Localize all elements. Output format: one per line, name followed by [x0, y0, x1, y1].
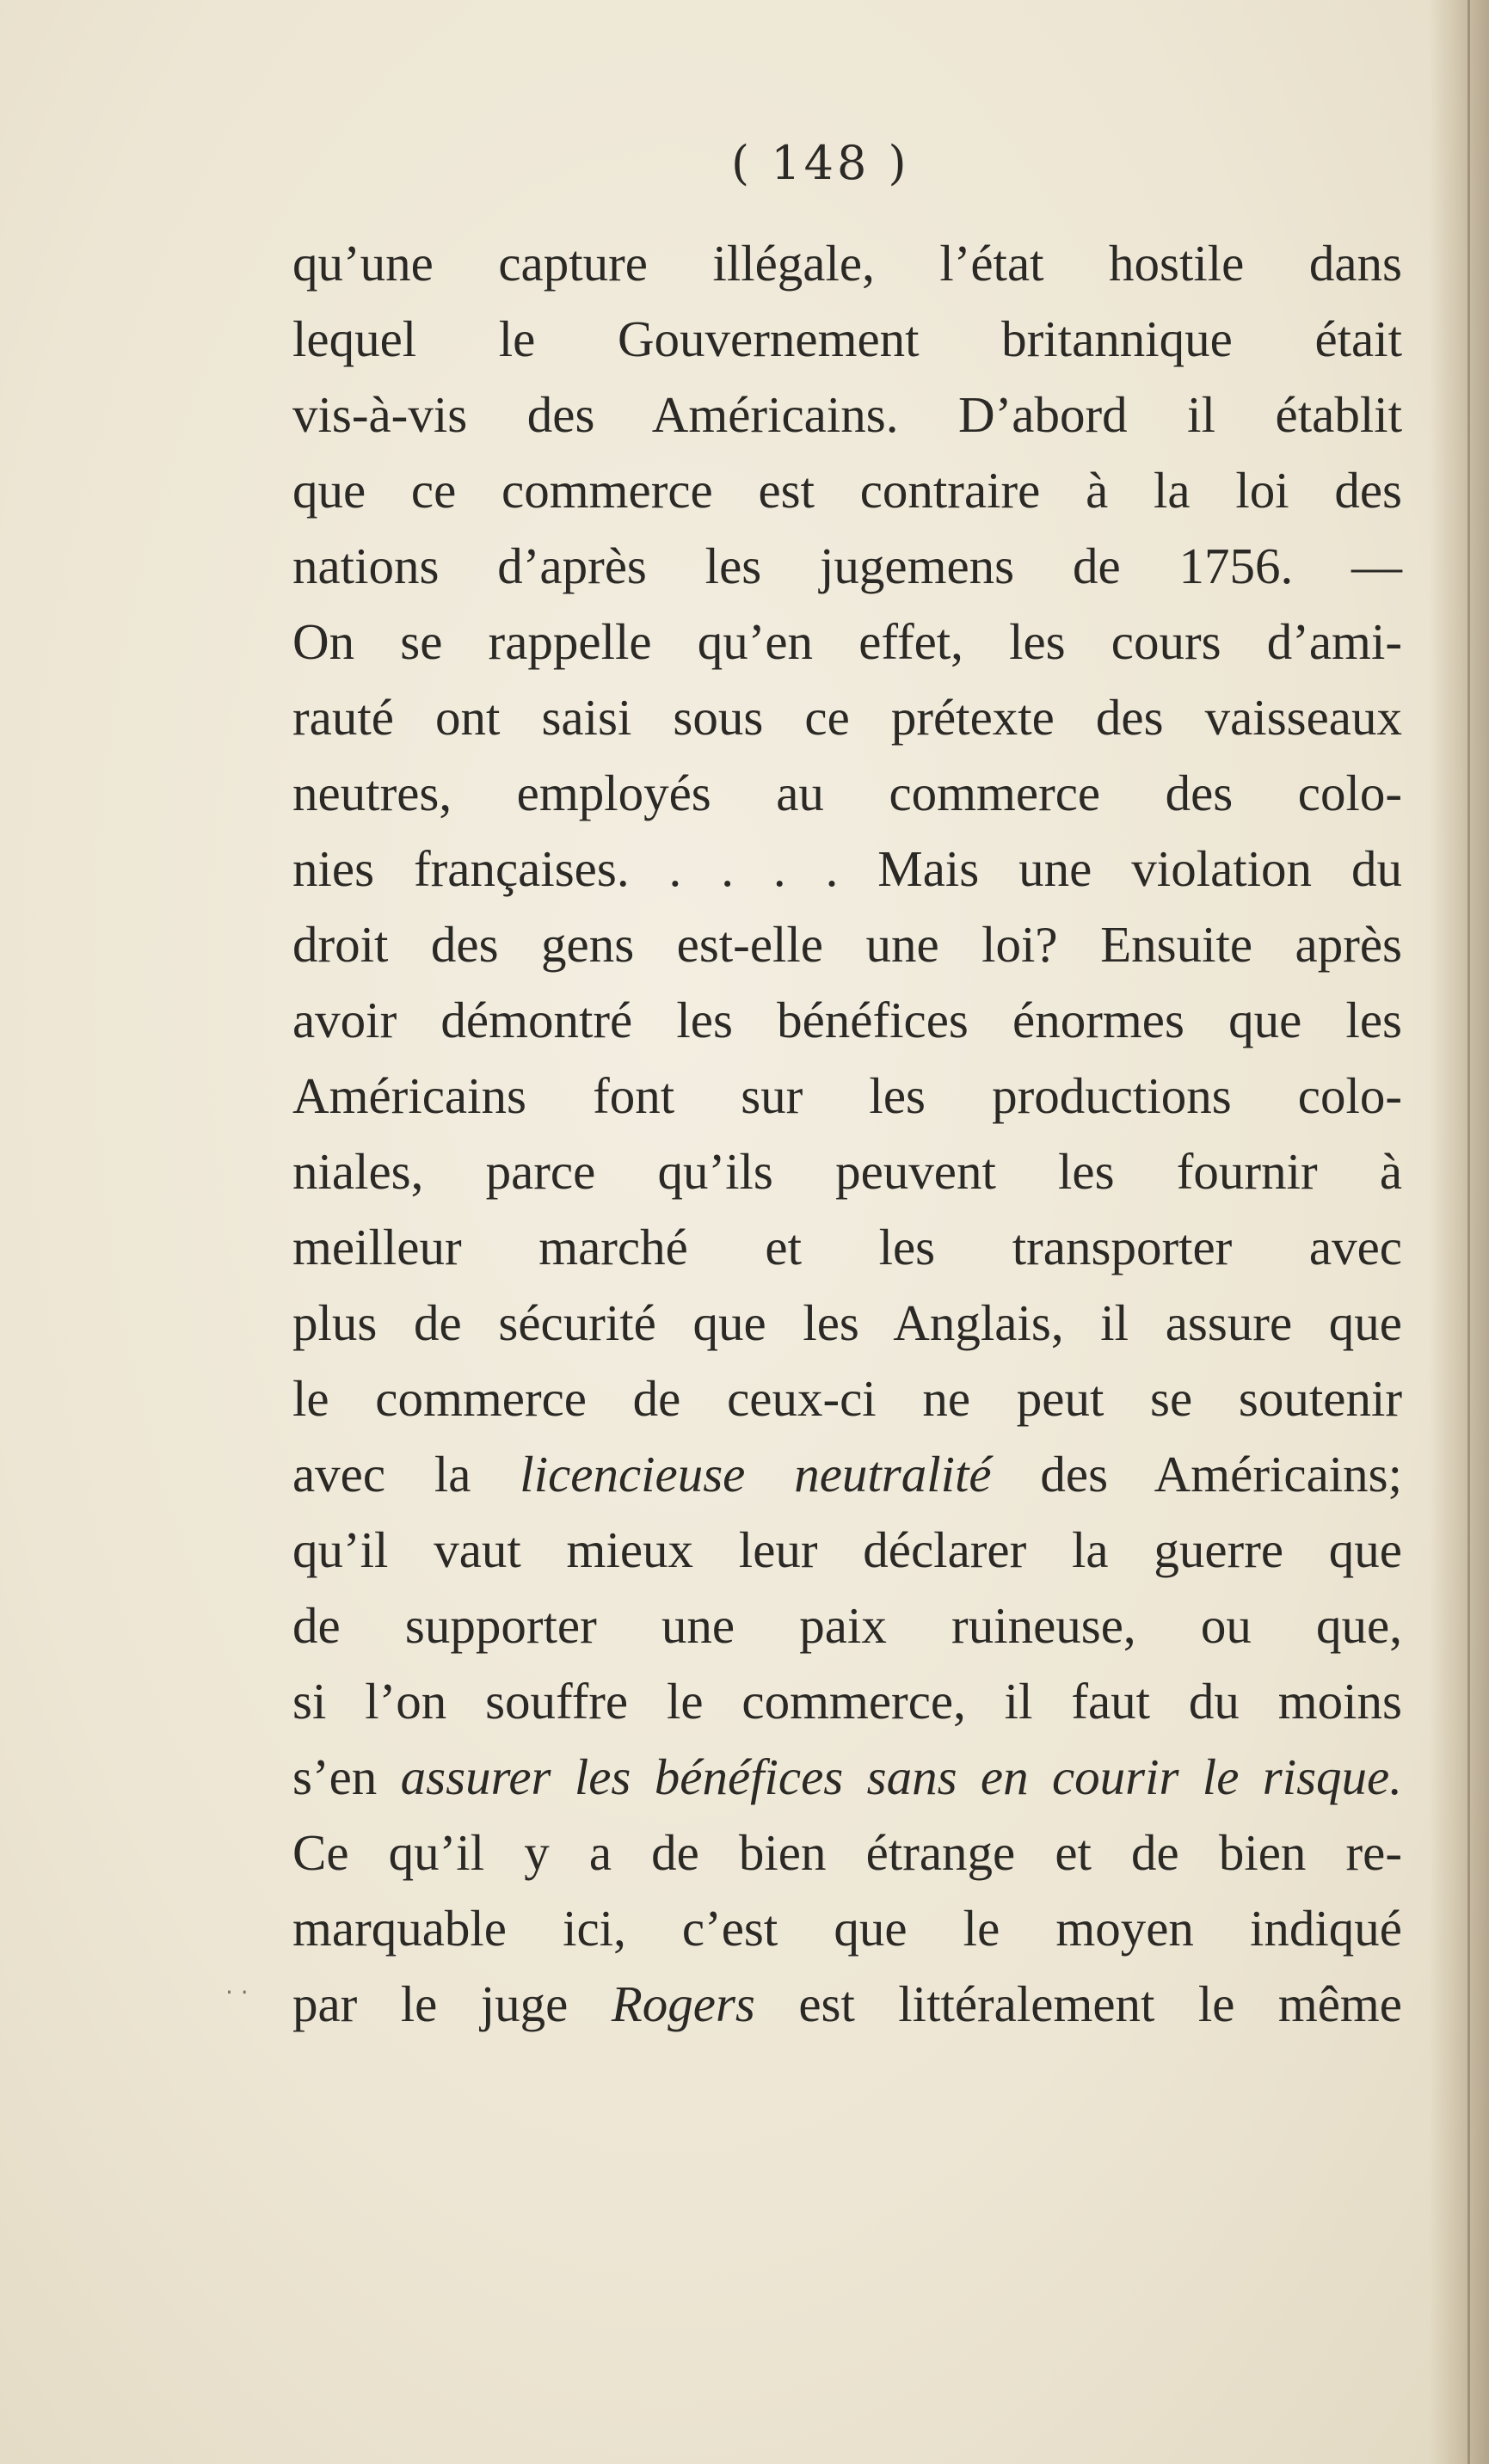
- text-segment: par le juge: [292, 1976, 612, 2032]
- text-line: [292, 528, 1402, 604]
- text-segment: de supporter une paix ruineuse, ou que,: [292, 1597, 1402, 1654]
- text-line: [292, 1663, 1402, 1739]
- text-segment: neutres, employés au commerce des colo-: [292, 765, 1402, 821]
- text-line: [292, 377, 1402, 452]
- text-line: [292, 1588, 1402, 1663]
- text-line: [292, 755, 1402, 831]
- text-segment: des Américains;: [991, 1446, 1402, 1502]
- text-line: [292, 982, 1402, 1058]
- text-line: [292, 1890, 1402, 1966]
- text-line: [292, 906, 1402, 982]
- text-segment: On se rappelle qu’en effet, les cours d’ami-: [292, 613, 1402, 670]
- text-segment: Américains font sur les productions colo-: [292, 1067, 1402, 1124]
- text-segment: avoir démontré les bénéfices énormes que les: [292, 992, 1402, 1048]
- text-line: [292, 1285, 1402, 1361]
- text-line: [292, 452, 1402, 528]
- text-segment: avec la: [292, 1446, 520, 1502]
- text-line: [292, 301, 1402, 377]
- text-segment: Ce qu’il y a de bien étrange et de bien re-: [292, 1824, 1402, 1881]
- text-line: [292, 604, 1402, 679]
- text-segment: plus de sécurité que les Anglais, il assure que: [292, 1294, 1402, 1351]
- text-line: [292, 1512, 1402, 1588]
- text-segment: s’en: [292, 1748, 401, 1805]
- text-line: [292, 1134, 1402, 1209]
- text-segment: est littéralement le même: [754, 1976, 1402, 2032]
- italic-text: licencieuse neutralité: [520, 1446, 992, 1502]
- text-segment: marquable ici, c’est que le moyen indiqué: [292, 1900, 1402, 1957]
- page-edge-shadow: [1467, 0, 1470, 2464]
- page-number: ( 148 ): [731, 136, 910, 190]
- text-segment: droit des gens est-elle une loi? Ensuite après: [292, 916, 1402, 973]
- text-segment: si l’on souffre le commerce, il faut du moins: [292, 1673, 1402, 1730]
- text-line: [292, 1436, 1402, 1512]
- text-segment: qu’il vaut mieux leur déclarer la guerre que: [292, 1521, 1402, 1578]
- text-segment: nations d’après les jugemens de 1756. —: [292, 538, 1402, 594]
- text-segment: nies françaises. . . . . Mais une violation du: [292, 840, 1402, 897]
- page-number-container: [0, 136, 1489, 190]
- text-segment: que ce commerce est contraire à la loi des: [292, 462, 1402, 519]
- text-segment: niales, parce qu’ils peuvent les fournir à: [292, 1143, 1402, 1200]
- text-segment: le commerce de ceux-ci ne peut se soutenir: [292, 1370, 1402, 1427]
- text-line: [292, 1058, 1402, 1134]
- italic-text: Rogers: [611, 1976, 755, 2032]
- page-specks: · ·: [225, 1978, 249, 2006]
- text-line: [292, 1361, 1402, 1436]
- text-segment: vis-à-vis des Américains. D’abord il établit: [292, 386, 1402, 443]
- text-segment: meilleur marché et les transporter avec: [292, 1219, 1402, 1275]
- text-line: [292, 1739, 1402, 1815]
- text-line: [292, 225, 1402, 301]
- text-line: [292, 1815, 1402, 1890]
- binding-gutter: [1429, 0, 1489, 2464]
- text-line: [292, 679, 1402, 755]
- body-text: [292, 225, 1402, 2042]
- text-line: [292, 1209, 1402, 1285]
- text-segment: rauté ont saisi sous ce prétexte des vaisseaux: [292, 689, 1402, 746]
- text-line: [292, 1966, 1402, 2042]
- italic-text: assurer les bénéfices sans en courir le risque.: [400, 1748, 1402, 1805]
- text-line: [292, 831, 1402, 906]
- text-segment: lequel le Gouvernement britannique était: [292, 310, 1402, 367]
- text-segment: qu’une capture illégale, l’état hostile dans: [292, 235, 1402, 292]
